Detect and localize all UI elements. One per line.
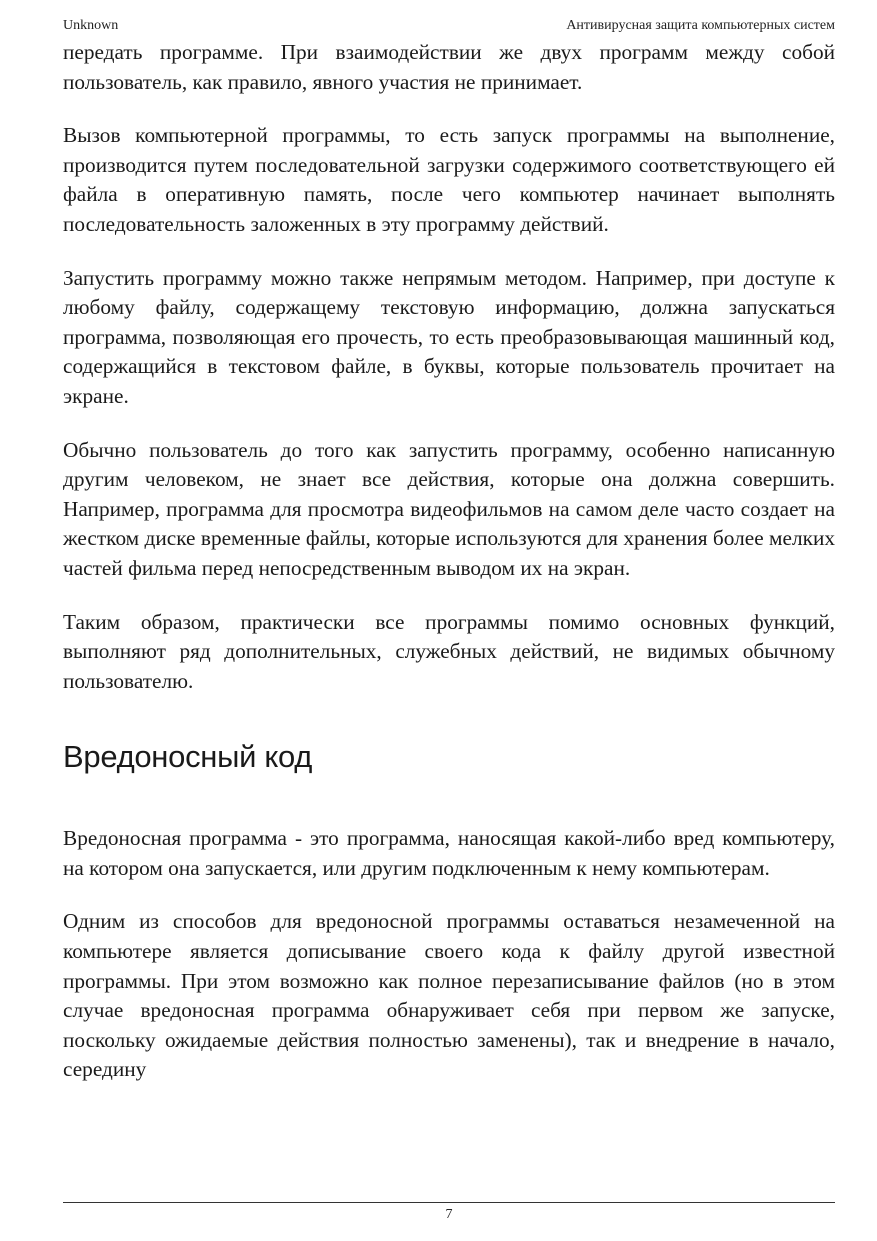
header-title: Антивирусная защита компьютерных систем — [566, 18, 835, 33]
page-body — [63, 38, 835, 1109]
paragraph-4: Обычно пользователь до того как запустить программу, особенно написанную другим человеком, не знает все действия, которые она должна совершить. Например, программа для просмотра видеофильмов на самом деле часто создает на жестком диске временные файлы, которые используются для хранения более мелких частей фильма перед непосредственным выводом их на экран. — [63, 437, 835, 580]
header-author: Unknown — [63, 18, 119, 33]
paragraph-2: Вызов компьютерной программы, то есть запуск программы на выполнение, производится путем последовательной загрузки содержимого соответствующего ей файла в оперативную память, после чего компьютер начинает выполнять последовательность заложенных в эту программу действий. — [63, 123, 835, 236]
paragraph-5: Таким образом, практически все программы помимо основных функций, выполняют ряд дополнительных, служебных действий, не видимых обычному пользователю. — [63, 609, 835, 693]
paragraph-3: Запустить программу можно также непрямым методом. Например, при доступе к любому файлу, содержащему текстовую информацию, должна запускаться программа, позволяющая его прочесть, то есть преобразовывающая машинный код, содержащийся в текстовом файле, в буквы, которые пользователь прочитает на экране. — [63, 265, 835, 408]
page-number: 7 — [445, 1207, 453, 1222]
paragraph-1: передать программе. При взаимодействии же двух программ между собой пользователь, как правило, явного участия не принимает. — [63, 40, 835, 94]
footer-divider — [63, 1202, 835, 1203]
section-paragraph-2: Одним из способов для вредоносной программы оставаться незамеченной на компьютере является дописывание своего кода к файлу другой известной программы. При этом возможно как полное перезаписывание файлов (но в этом случае вредоносная программа обнаруживает себя при первом же запуске, поскольку ожидаемые действия полностью заменены), так и внедрение в начало, середину — [63, 909, 835, 1082]
page-header — [63, 16, 835, 36]
section-heading: Вредоносный код — [63, 739, 313, 775]
section-paragraph-1: Вредоносная программа - это программа, наносящая какой-либо вред компьютеру, на котором она запускается, или другим подключенным к нему компьютерам. — [63, 826, 835, 880]
